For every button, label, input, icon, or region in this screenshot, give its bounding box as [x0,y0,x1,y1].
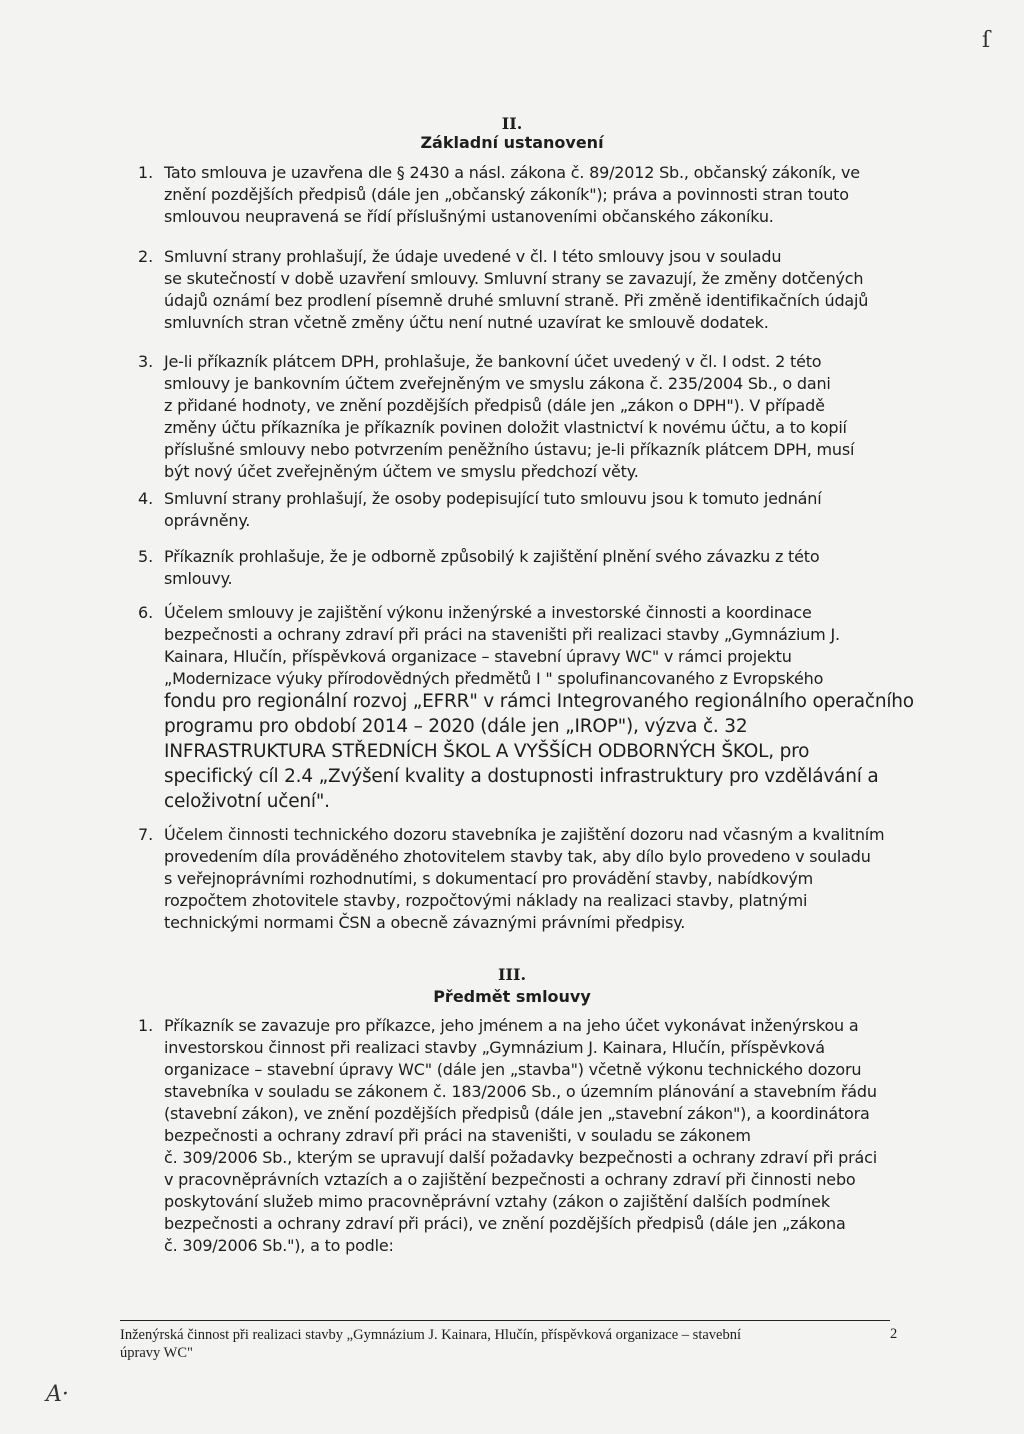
item-number: 2. [138,247,154,266]
paragraph-line: v pracovněprávních vztazích a o zajištění bezpečnosti a ochrany zdraví při činnosti nebo [164,1170,856,1189]
footer-text-line: úpravy WC" [120,1345,193,1361]
paragraph-line: celoživotní učení". [164,791,330,812]
handwritten-initial: A· [46,1382,69,1407]
paragraph-line: znění pozdějších předpisů (dále jen „občanský zákoník"); práva a povinnosti stran touto [164,185,849,204]
paragraph-line: organizace – stavební úpravy WC" (dále jen „stavba") včetně výkonu technického dozoru [164,1060,862,1079]
page-footer [120,1326,840,1362]
item-number: 3. [138,352,154,371]
paragraph-line: bezpečnosti a ochrany zdraví při práci na staveništi při realizaci stavby „Gymnázium J. [164,625,840,644]
paragraph-line: Smluvní strany prohlašují, že údaje uvedené v čl. I této smlouvy jsou v souladu [164,247,782,266]
paragraph-line: fondu pro regionální rozvoj „EFRR" v rámci Integrovaného regionálního operačního [164,691,914,712]
paragraph-line: Smluvní strany prohlašují, že osoby podepisující tuto smlouvu jsou k tomuto jednání [164,489,822,508]
paragraph-line: provedením díla prováděného zhotovitelem stavby tak, aby dílo bylo provedeno v souladu [164,847,871,866]
paragraph-line: z přidané hodnoty, ve znění pozdějších předpisů (dále jen „zákon o DPH"). V případě [164,396,825,415]
paragraph-line: Účelem smlouvy je zajištění výkonu inženýrské a investorské činnosti a koordinace [164,603,812,622]
paragraph-line: č. 309/2006 Sb."), a to podle: [164,1236,394,1255]
paragraph-line: Tato smlouva je uzavřena dle § 2430 a násl. zákona č. 89/2012 Sb., občanský zákoník, ve [164,163,860,182]
paragraph-line: stavebníka v souladu se zákonem č. 183/2006 Sb., o územním plánování a stavebním řádu [164,1082,877,1101]
item-number: 6. [138,603,154,622]
paragraph-line: být nový účet zveřejněným účtem ve smyslu předchozí věty. [164,462,639,481]
paragraph-line: Účelem činnosti technického dozoru stavebníka je zajištění dozoru nad včasným a kvalitním [164,825,885,844]
item-number: 7. [138,825,154,844]
paragraph-line: Kainara, Hlučín, příspěvková organizace – stavební úpravy WC" v rámci projektu [164,647,792,666]
corner-pen-mark: ſ [982,28,991,53]
footer-text-line: Inženýrská činnost při realizaci stavby „Gymnázium J. Kainara, Hlučín, příspěvková organizace – stavební [120,1327,742,1343]
paragraph-line: příslušné smlouvy nebo potvrzením peněžního ústavu; je-li příkazník plátcem DPH, musí [164,440,855,459]
paragraph-line: smluvních stran včetně změny účtu není nutné uzavírat ke smlouvě dodatek. [164,313,769,332]
item-number: 1. [138,1016,154,1035]
item-number: 4. [138,489,154,508]
paragraph-line: bezpečnosti a ochrany zdraví při práci), ve znění pozdějších předpisů (dále jen „zákona [164,1214,846,1233]
paragraph-line: bezpečnosti a ochrany zdraví při práci na staveništi, v souladu se zákonem [164,1126,751,1145]
paragraph-line: technickými normami ČSN a obecně závaznými právními předpisy. [164,913,686,932]
section-3-title: Předmět smlouvy [433,987,591,1006]
item-number: 1. [138,163,154,182]
paragraph-line: (stavební zákon), ve znění pozdějších předpisů (dále jen „stavební zákon"), a koordinátora [164,1104,870,1123]
paragraph-line: č. 309/2006 Sb., kterým se upravují další požadavky bezpečnosti a ochrany zdraví při práci [164,1148,877,1167]
item-number: 5. [138,547,154,566]
paragraph-line: smlouvy je bankovním účtem zveřejněným ve smyslu zákona č. 235/2004 Sb., o dani [164,374,831,393]
paragraph-line: údajů oznámí bez prodlení písemně druhé smluvní straně. Při změně identifikačních údajů [164,291,869,310]
page-number: 2 [890,1326,898,1342]
paragraph-line: Je-li příkazník plátcem DPH, prohlašuje, že bankovní účet uvedený v čl. I odst. 2 této [164,352,822,371]
section-3-number: III. [497,965,527,984]
paragraph-line: se skutečností v době uzavření smlouvy. Smluvní strany se zavazují, že změny dotčených [164,269,864,288]
paragraph-line: „Modernizace výuky přírodovědných předmětů I " spolufinancovaného z Evropského [164,669,824,688]
paragraph-line: smlouvou neupravená se řídí příslušnými ustanoveními občanského zákoníku. [164,207,774,226]
section-2-number: II. [501,114,523,133]
footer-divider [120,1320,890,1321]
paragraph-line: Příkazník prohlašuje, že je odborně způsobilý k zajištění plnění svého závazku z této [164,547,820,566]
paragraph-line: INFRASTRUKTURA STŘEDNÍCH ŠKOL A VYŠŠÍCH ODBORNÝCH ŠKOL, pro [164,741,810,762]
paragraph-line: oprávněny. [164,511,251,530]
paragraph-line: rozpočtem zhotovitele stavby, rozpočtovými náklady na realizaci stavby, platnými [164,891,808,910]
section-2-title: Základní ustanovení [420,133,604,152]
paragraph-line: poskytování služeb mimo pracovněprávní vztahy (zákon o zajištění dalších podmínek [164,1192,830,1211]
paragraph-line: změny účtu příkazníka je příkazník povinen doložit vlastnictví k novému účtu, a to kopií [164,418,847,437]
paragraph-line: smlouvy. [164,569,233,588]
paragraph-line: investorskou činnost při realizaci stavby „Gymnázium J. Kainara, Hlučín, příspěvková [164,1038,825,1057]
paragraph-line: s veřejnoprávními rozhodnutími, s dokumentací pro provádění stavby, nabídkovým [164,869,814,888]
paragraph-line: programu pro období 2014 – 2020 (dále jen „IROP"), výzva č. 32 [164,716,748,737]
paragraph-line: specifický cíl 2.4 „Zvýšení kvality a dostupnosti infrastruktury pro vzdělávání a [164,766,879,787]
paragraph-line: Příkazník se zavazuje pro příkazce, jeho jménem a na jeho účet vykonávat inženýrskou a [164,1016,859,1035]
